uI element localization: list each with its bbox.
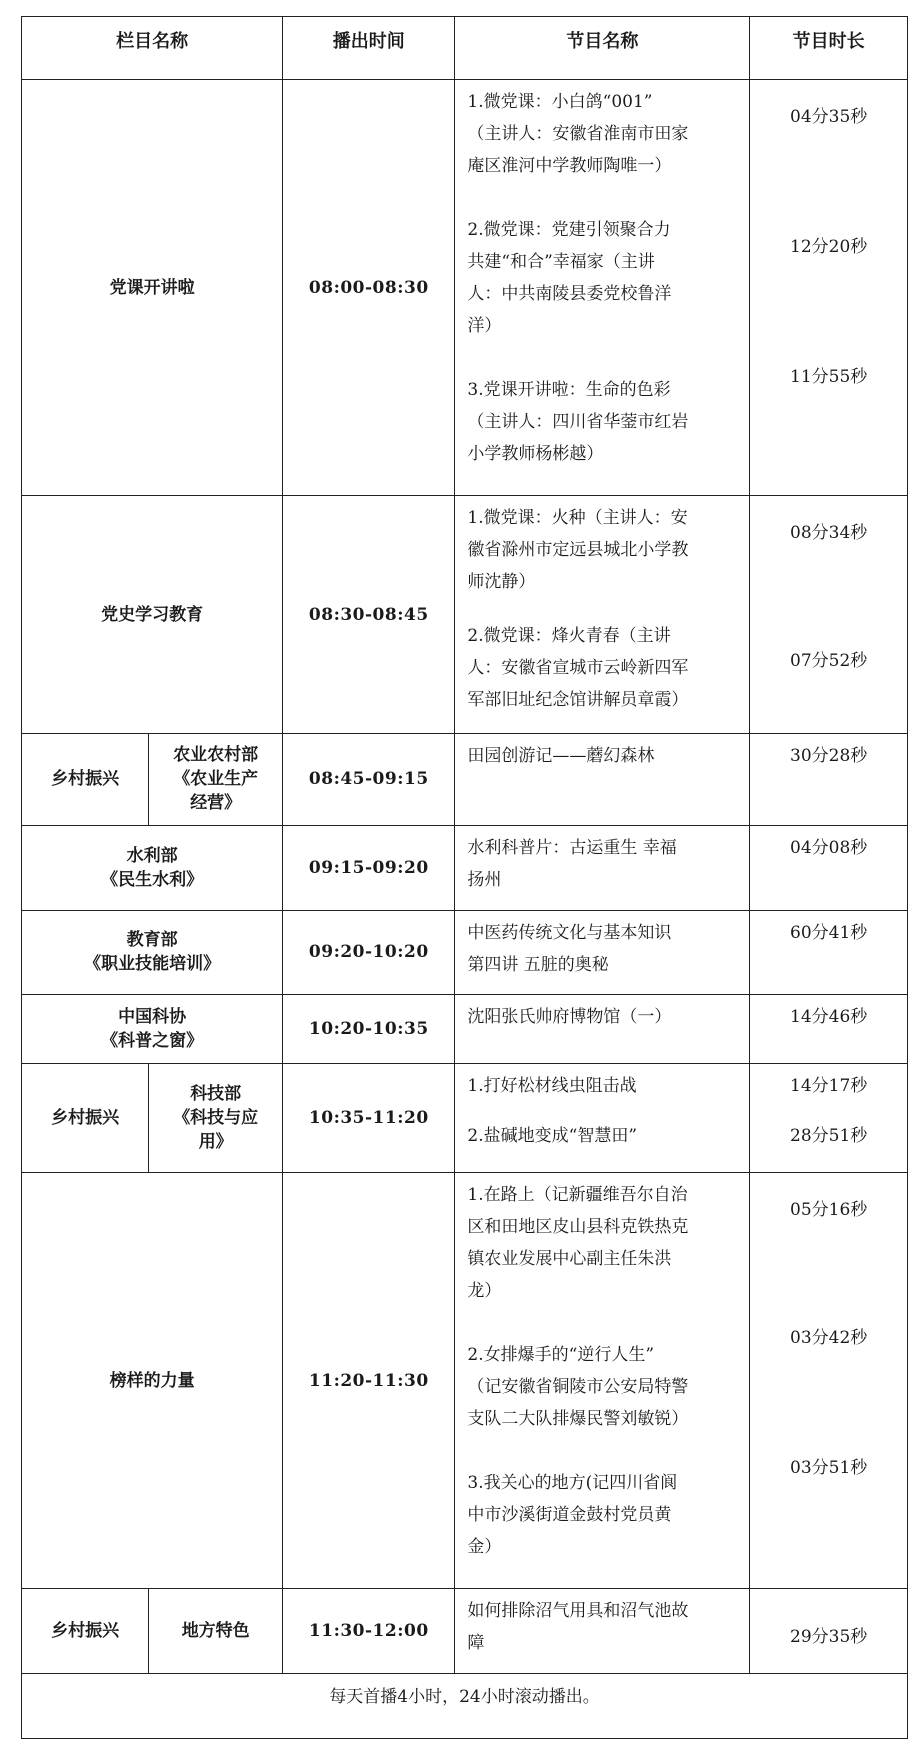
table-row [22, 733, 908, 826]
table-row [22, 80, 908, 496]
row-durations [750, 910, 908, 994]
row-durations [750, 826, 908, 910]
table-row [22, 1589, 908, 1673]
row-column-name: 中国科协 《科普之窗》 [22, 994, 283, 1064]
row-column-sub: 地方特色 [149, 1589, 283, 1673]
row-durations [750, 994, 908, 1064]
duration-label: 07分52秒 [790, 651, 868, 672]
duration-label: 30分28秒 [790, 745, 868, 766]
row-column-name: 水利部 《民生水利》 [22, 826, 283, 910]
row-air-time: 09:20-10:20 [283, 910, 455, 994]
duration-label: 04分08秒 [790, 838, 868, 859]
table-row [22, 994, 908, 1064]
row-column-main: 乡村振兴 [22, 733, 149, 826]
row-durations [750, 496, 908, 733]
table-row [22, 496, 908, 733]
row-air-time: 11:30-12:00 [283, 1589, 455, 1673]
row-programs [455, 496, 750, 733]
program-item: 2.微党课：烽火青春（主讲 人：安徽省宣城市云岭新四军 军部旧址纪念馆讲解员章霞） [467, 626, 689, 711]
duration-label: 04分35秒 [790, 107, 868, 128]
header-air-time: 播出时间 [283, 17, 455, 80]
program-item: 1.在路上（记新疆维吾尔自治 区和田地区皮山县科克铁热克 镇农业发展中心副主任朱洪 龙） [467, 1185, 689, 1302]
duration-label: 60分41秒 [790, 922, 868, 943]
row-column-name: 党史学习教育 [22, 496, 283, 733]
row-programs [455, 1173, 750, 1589]
row-programs [455, 80, 750, 496]
row-durations [750, 80, 908, 496]
program-item: 2.微党课：党建引领聚合力 共建“和合”幸福家（主讲 人：中共南陵县委党校鲁洋 洋） [467, 220, 672, 337]
header-row [22, 17, 908, 80]
table-row [22, 910, 908, 994]
duration-label: 12分20秒 [790, 237, 868, 258]
row-air-time: 08:45-09:15 [283, 733, 455, 826]
row-programs [455, 994, 750, 1064]
header-column-name: 栏目名称 [22, 17, 283, 80]
footer-row [22, 1673, 908, 1738]
row-durations [750, 1589, 908, 1673]
row-column-sub: 农业农村部 《农业生产 经营》 [149, 733, 283, 826]
row-air-time: 08:30-08:45 [283, 496, 455, 733]
table-row [22, 1064, 908, 1173]
header-duration: 节目时长 [750, 17, 908, 80]
program-item: 2.盐碱地变成“智慧田” [467, 1126, 638, 1147]
program-item: 中医药传统文化与基本知识 第四讲 五脏的奥秘 [467, 922, 672, 975]
row-air-time: 10:35-11:20 [283, 1064, 455, 1173]
row-programs [455, 826, 750, 910]
row-column-name: 党课开讲啦 [22, 80, 283, 496]
duration-label: 11分55秒 [790, 367, 868, 388]
program-item: 水利科普片：古运重生 幸福 扬州 [467, 838, 677, 891]
row-durations [750, 1064, 908, 1173]
row-air-time: 11:20-11:30 [283, 1173, 455, 1589]
schedule-table [21, 16, 908, 1739]
table-row [22, 826, 908, 910]
row-column-name: 教育部 《职业技能培训》 [22, 910, 283, 994]
row-column-main: 乡村振兴 [22, 1589, 149, 1673]
duration-label: 14分17秒 [790, 1076, 868, 1097]
row-programs [455, 1589, 750, 1673]
row-column-sub: 科技部 《科技与应 用》 [149, 1064, 283, 1173]
row-durations [750, 733, 908, 826]
row-programs [455, 910, 750, 994]
duration-label: 03分42秒 [790, 1328, 868, 1349]
duration-label: 14分46秒 [790, 1006, 868, 1027]
table-row [22, 1173, 908, 1589]
row-column-name: 榜样的力量 [22, 1173, 283, 1589]
program-item: 3.我关心的地方(记四川省阆 中市沙溪街道金鼓村党员黄 金） [467, 1473, 678, 1558]
duration-label: 03分51秒 [790, 1458, 868, 1479]
program-item: 1.微党课：火种（主讲人：安 徽省滁州市定远县城北小学教 师沈静） [467, 508, 689, 593]
program-item: 田园创游记——蘑幻森林 [467, 745, 655, 766]
duration-label: 28分51秒 [790, 1126, 868, 1147]
row-durations [750, 1173, 908, 1589]
program-item: 1.打好松材线虫阻击战 [467, 1076, 637, 1097]
program-item: 沈阳张氏帅府博物馆（一） [467, 1006, 672, 1027]
row-air-time: 10:20-10:35 [283, 994, 455, 1064]
row-air-time: 09:15-09:20 [283, 826, 455, 910]
program-item: 1.微党课：小白鸽“001” （主讲人：安徽省淮南市田家 庵区淮河中学教师陶唯一） [467, 92, 689, 177]
program-item: 3.党课开讲啦：生命的色彩 （主讲人：四川省华蓥市红岩 小学教师杨彬越） [467, 380, 689, 465]
row-programs [455, 733, 750, 826]
duration-label: 05分16秒 [790, 1200, 868, 1221]
footer-note: 每天首播4小时，24小时滚动播出。 [22, 1673, 908, 1738]
row-programs [455, 1064, 750, 1173]
row-air-time: 08:00-08:30 [283, 80, 455, 496]
duration-label: 29分35秒 [790, 1627, 868, 1648]
program-item: 2.女排爆手的“逆行人生” （记安徽省铜陵市公安局特警 支队二大队排爆民警刘敏锐） [467, 1345, 689, 1430]
duration-label: 08分34秒 [790, 523, 868, 544]
row-column-main: 乡村振兴 [22, 1064, 149, 1173]
program-item: 如何排除沼气用具和沼气池故 障 [467, 1601, 689, 1654]
header-program-name: 节目名称 [455, 17, 750, 80]
